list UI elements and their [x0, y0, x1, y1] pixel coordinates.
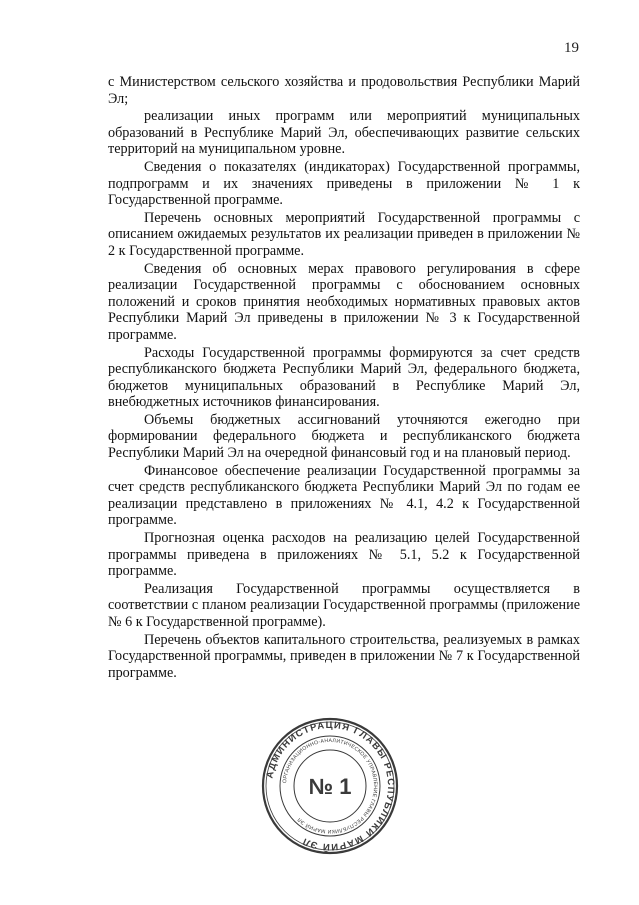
official-seal [260, 716, 400, 856]
seal-outer-text: АДМИНИСТРАЦИЯ ГЛАВЫ РЕСПУБЛИКИ МАРИЙ ЭЛ [264, 719, 397, 853]
page-number: 19 [564, 40, 579, 56]
paragraph: Объемы бюджетных ассигнований уточняются ежегодно при формировании федерального бюджета и республиканского бюджета Республики Марий Эл на очередной финансовый год и на плановый период. [108, 411, 580, 462]
paragraph: с Министерством сельского хозяйства и продовольствия Республики Марий Эл; [108, 74, 580, 107]
seal-number: № 1 [308, 774, 352, 799]
seal-inner-text: ОРГАНИЗАЦИОННО-АНАЛИТИЧЕСКОЕ УПРАВЛЕНИЕ ГЛАВЫ РЕСПУБЛИКИ МАРИЙ ЭЛ [282, 737, 379, 835]
document-body [108, 74, 580, 682]
paragraph: Перечень основных мероприятий Государственной программы с описанием ожидаемых результатов их реализации приведен в приложении № 2 к Государственной программе. [108, 209, 580, 259]
paragraph: Финансовое обеспечение реализации Государственной программы за счет средств республиканского бюджета Республики Марий Эл по годам ее реализации представлено в приложениях № 4.1, 4.2 к Государственной программе. [108, 462, 580, 529]
paragraph: Сведения о показателях (индикаторах) Государственной программы, подпрограмм и их значениях приведены в приложении № 1 к Государственной программе. [108, 158, 580, 209]
paragraph: Перечень объектов капитального строительства, реализуемых в рамках Государственной программы, приведен в приложении № 7 к Государственной программе. [108, 631, 580, 681]
paragraph: Прогнозная оценка расходов на реализацию целей Государственной программы приведена в приложениях № 5.1, 5.2 к Государственной программе. [108, 530, 580, 580]
paragraph: Реализация Государственной программы осуществляется в соответствии с планом реализации Государственной программы (приложение № 6 к Государственной программе). [108, 580, 580, 630]
seal-graphic [260, 716, 400, 856]
paragraph: Расходы Государственной программы формируются за счет средств республиканского бюджета Республики Марий Эл, федерального бюджета, бюджетов муниципальных образований в Республике Марий Эл, внебюджетных источников финансирования. [108, 344, 580, 411]
paragraph: Сведения об основных мерах правового регулирования в сфере реализации Государственной программы с обоснованием основных положений и сроков принятия необходимых нормативных правовых актов Республики Марий Эл приведены в приложении № 3 к Государственной программе. [108, 260, 580, 343]
paragraph: реализации иных программ или мероприятий муниципальных образований в Республике Марий Эл, обеспечивающих развитие сельских территорий на муниципальном уровне. [108, 108, 580, 158]
